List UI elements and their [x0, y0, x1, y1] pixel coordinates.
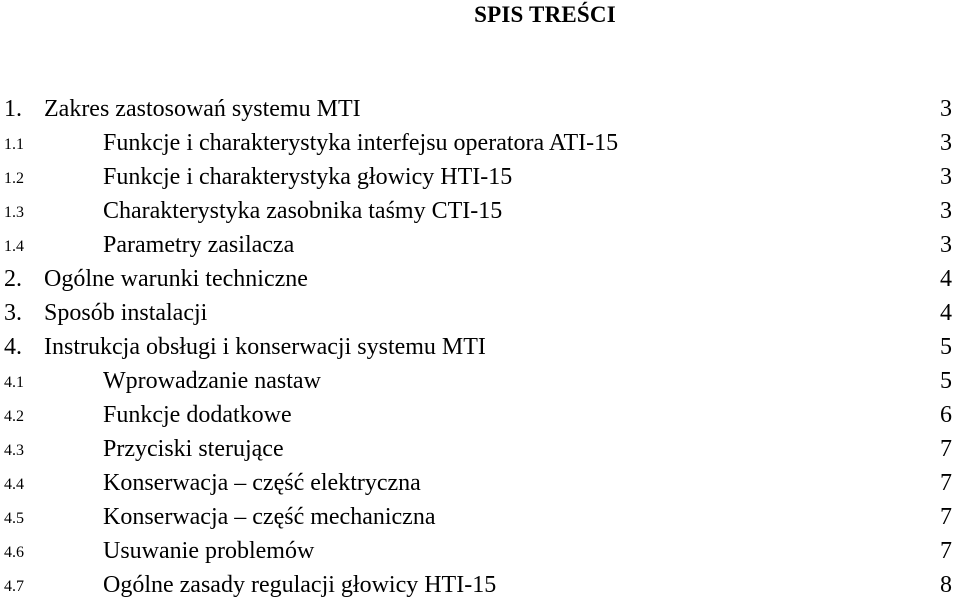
toc-entry: [0, 364, 960, 398]
toc-entry-label: Konserwacja – część elektryczna: [103, 470, 421, 496]
table-of-contents: [0, 92, 960, 602]
toc-entry-number: 1.4: [4, 238, 24, 255]
toc-entry-label: Sposób instalacji: [44, 300, 208, 326]
toc-entry: [0, 500, 960, 534]
toc-entry-label: Funkcje i charakterystyka głowicy HTI-15: [103, 164, 513, 190]
toc-entry: [0, 92, 960, 126]
toc-entry-page: 3: [940, 198, 952, 224]
toc-entry-number: 4.1: [4, 374, 24, 391]
toc-entry-label: Ogólne zasady regulacji głowicy HTI-15: [103, 572, 497, 598]
toc-entry-page: 7: [940, 538, 952, 564]
toc-entry-label: Funkcje dodatkowe: [103, 402, 292, 428]
toc-entry-number: 1.: [4, 96, 22, 122]
toc-entry-number: 4.: [4, 334, 22, 360]
toc-entry-page: 3: [940, 96, 952, 122]
toc-entry: [0, 262, 960, 296]
toc-entry-label: Przyciski sterujące: [103, 436, 284, 462]
toc-entry-label: Wprowadzanie nastaw: [103, 368, 321, 394]
toc-entry: [0, 432, 960, 466]
toc-entry-label: Zakres zastosowań systemu MTI: [44, 96, 361, 122]
toc-entry-page: 7: [940, 436, 952, 462]
toc-entry-page: 7: [940, 470, 952, 496]
toc-entry-number: 4.6: [4, 544, 24, 561]
toc-entry-number: 2.: [4, 266, 22, 292]
toc-entry-label: Funkcje i charakterystyka interfejsu operatora ATI-15: [103, 130, 619, 156]
toc-entry-page: 3: [940, 232, 952, 258]
page-title: SPIS TREŚCI: [474, 2, 616, 27]
toc-entry: [0, 330, 960, 364]
toc-entry-label: Usuwanie problemów: [103, 538, 315, 564]
toc-entry: [0, 466, 960, 500]
toc-entry-label: Parametry zasilacza: [103, 232, 295, 258]
toc-entry-number: 3.: [4, 300, 22, 326]
toc-entry: [0, 126, 960, 160]
toc-entry-page: 3: [940, 130, 952, 156]
toc-entry: [0, 296, 960, 330]
toc-entry-page: 5: [940, 334, 952, 360]
toc-entry-number: 1.1: [4, 136, 24, 153]
toc-entry-label: Charakterystyka zasobnika taśmy CTI-15: [103, 198, 503, 224]
toc-entry-page: 7: [940, 504, 952, 530]
toc-entry: [0, 228, 960, 262]
toc-entry-label: Ogólne warunki techniczne: [44, 266, 308, 292]
toc-entry-number: 4.3: [4, 442, 24, 459]
toc-entry-page: 4: [940, 300, 952, 326]
toc-entry: [0, 160, 960, 194]
toc-entry-number: 1.3: [4, 204, 24, 221]
toc-entry-number: 4.2: [4, 408, 24, 425]
toc-entry-number: 4.4: [4, 476, 24, 493]
toc-entry-page: 6: [940, 402, 952, 428]
toc-entry-number: 1.2: [4, 170, 24, 187]
toc-entry: [0, 398, 960, 432]
toc-entry-number: 4.7: [4, 578, 24, 595]
toc-entry: [0, 534, 960, 568]
toc-entry-page: 5: [940, 368, 952, 394]
toc-entry-label: Konserwacja – część mechaniczna: [103, 504, 436, 530]
toc-entry: [0, 194, 960, 228]
toc-entry-page: 4: [940, 266, 952, 292]
toc-entry-label: Instrukcja obsługi i konserwacji systemu MTI: [44, 334, 486, 360]
toc-entry-page: 3: [940, 164, 952, 190]
toc-entry-number: 4.5: [4, 510, 24, 527]
toc-entry-page: 8: [940, 572, 952, 598]
